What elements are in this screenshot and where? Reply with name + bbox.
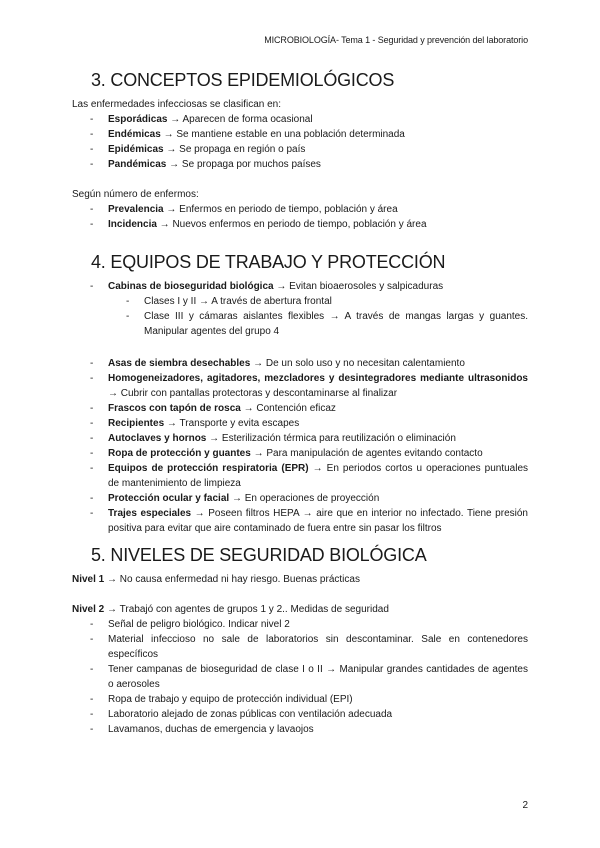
list-item-desc: → Para manipulación de agentes evitando contacto <box>250 448 483 459</box>
sub-list-item: - Clase III y cámaras aislantes flexibles → A través de mangas largas y guantes. Manipular agentes del grupo 4 <box>108 309 528 339</box>
list-item <box>72 401 528 416</box>
list-item-desc: → Nuevos enfermos en periodo de tiempo, población y área <box>156 219 427 230</box>
list-item-term: Prevalencia <box>108 204 164 215</box>
list-item-desc: → Transporte y evita escapes <box>164 418 300 429</box>
section-3-intro: Las enfermedades infecciosas se clasifican en: <box>72 99 282 110</box>
list-item <box>72 217 528 232</box>
equipment-list <box>72 279 528 339</box>
list-item-term: Epidémicas <box>108 144 164 155</box>
nivel-2-list <box>72 617 528 737</box>
list-item <box>72 279 528 339</box>
nivel-2-term: Nivel 2 <box>72 604 105 615</box>
list-item-desc: → Se propaga por muchos países <box>166 159 321 170</box>
running-header: MICROBIOLOGÍA- Tema 1 - Seguridad y prevención del laboratorio <box>264 35 528 45</box>
list-item-desc: → Cubrir con pantallas protectoras y descontaminarse al finalizar <box>108 388 398 399</box>
list-item-desc: → De un solo uso y no necesitan calentamiento <box>250 358 465 369</box>
nivel-2-desc: → Trabajó con agentes de grupos 1 y 2.. Medidas de seguridad <box>104 604 389 615</box>
nivel-2 <box>72 602 528 617</box>
list-item <box>72 461 528 491</box>
list-item-term: Cabinas de bioseguridad biológica <box>108 281 274 292</box>
list-item <box>72 142 528 157</box>
list-item-term: Homogeneizadores, agitadores, mezcladores y desintegradores mediante ultrasonidos <box>108 373 528 384</box>
list-item-desc: → En periodos cortos u operaciones puntuales de mantenimiento de limpieza <box>108 463 529 489</box>
equipment-list-2 <box>72 356 528 536</box>
nivel-1-desc: → No causa enfermedad ni hay riesgo. Buenas prácticas <box>104 574 360 585</box>
list-item: - Material infeccioso no sale de laboratorios sin descontaminar. Sale en contenedores específicos <box>72 632 528 662</box>
list-item <box>72 431 528 446</box>
list-item-desc: → Se propaga en región o país <box>163 144 306 155</box>
list-item: - Lavamanos, duchas de emergencia y lavaojos <box>72 722 528 737</box>
section-3-title: 3. CONCEPTOS EPIDEMIOLÓGICOS <box>91 70 395 90</box>
list-item <box>72 157 528 172</box>
list-item <box>72 371 528 401</box>
list-item <box>72 491 528 506</box>
list-item-term: Pandémicas <box>108 159 167 170</box>
sub-list-item: - Clases I y II → A través de abertura frontal <box>108 294 528 309</box>
list-item-term: Ropa de protección y guantes <box>108 448 251 459</box>
list-item-desc: → Se mantiene estable en una población determinada <box>160 129 405 140</box>
list-item-desc: → Esterilización térmica para reutilización o eliminación <box>206 433 456 444</box>
list-item-desc: → Contención eficaz <box>240 403 336 414</box>
section-4-title: 4. EQUIPOS DE TRABAJO Y PROTECCIÓN <box>91 252 446 272</box>
list-item <box>72 127 528 142</box>
list-item-term: Recipientes <box>108 418 165 429</box>
nivel-1 <box>72 572 528 587</box>
patient-count-list <box>72 202 528 232</box>
list-item: - Ropa de trabajo y equipo de protección individual (EPI) <box>72 692 528 707</box>
list-item <box>72 202 528 217</box>
list-item-desc: → Poseen filtros HEPA → aire que en interior no infectado. Tiene presión positiva para evitar que aire contaminado de fuera entre sin pasar los filtros <box>108 508 528 534</box>
list-item-desc: → Aparecen de forma ocasional <box>167 114 313 125</box>
list-item <box>72 356 528 371</box>
page-content <box>72 70 528 737</box>
list-item <box>72 416 528 431</box>
list-item <box>72 506 528 536</box>
list-item-term: Frascos con tapón de rosca <box>108 403 241 414</box>
list-item-term: Autoclaves y hornos <box>108 433 207 444</box>
list-item-term: Trajes especiales <box>108 508 192 519</box>
list-item-term: Incidencia <box>108 219 157 230</box>
list-item-term: Esporádicas <box>108 114 168 125</box>
list-item-term: Asas de siembra desechables <box>108 358 251 369</box>
cabinas-sublist <box>108 294 528 339</box>
list-item-term: Protección ocular y facial <box>108 493 230 504</box>
list-item-term: Equipos de protección respiratoria (EPR) <box>108 463 309 474</box>
disease-classification-list <box>72 112 528 172</box>
list-item: - Laboratorio alejado de zonas públicas con ventilación adecuada <box>72 707 528 722</box>
section-3-intro-2: Según número de enfermos: <box>72 189 199 200</box>
list-item: - Señal de peligro biológico. Indicar nivel 2 <box>72 617 528 632</box>
list-item-term: Endémicas <box>108 129 161 140</box>
page-number: 2 <box>522 800 528 811</box>
section-5-title: 5. NIVELES DE SEGURIDAD BIOLÓGICA <box>91 545 427 565</box>
list-item-desc: → En operaciones de proyección <box>229 493 380 504</box>
list-item <box>72 446 528 461</box>
list-item: - Tener campanas de bioseguridad de clase I o II → Manipular grandes cantidades de agentes o aerosoles <box>72 662 528 692</box>
list-item-desc: → Evitan bioaerosoles y salpicaduras <box>273 281 444 292</box>
list-item-desc: → Enfermos en periodo de tiempo, población y área <box>163 204 398 215</box>
nivel-1-term: Nivel 1 <box>72 574 105 585</box>
list-item <box>72 112 528 127</box>
